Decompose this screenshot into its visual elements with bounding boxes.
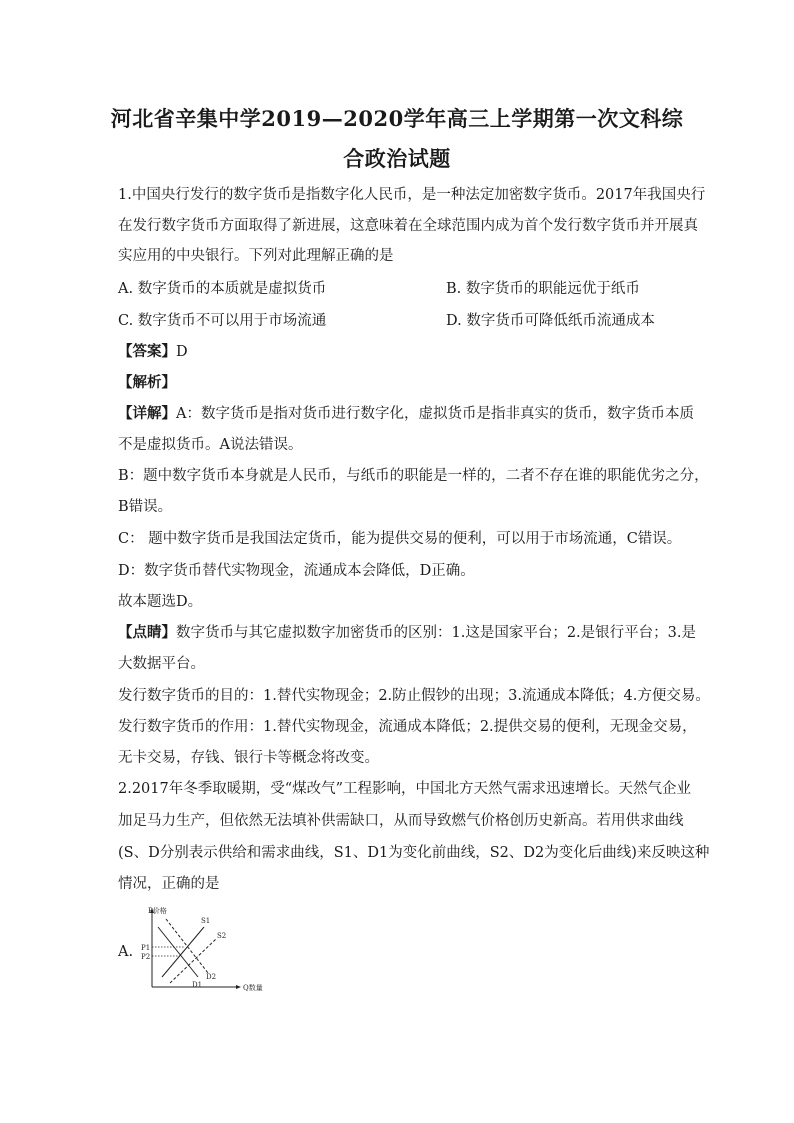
analysis-tag: 【解析】 [118, 374, 176, 391]
q1-detail-line3: B：题中数字货币本身就是人民币，与纸币的职能是一样的，二者不存在谁的职能优劣之分， [118, 468, 709, 484]
point-text-1: 数字货币与其它虚拟数字加密货币的区别：1.这是国家平台；2.是银行平台；3.是 [176, 625, 697, 641]
graph-label-d1: D1 [192, 981, 203, 989]
document-title-line1: 河北省辛集中学2019—2020学年高三上学期第一次文科综 [110, 106, 684, 131]
q1-detail-line7: 故本题选D。 [118, 594, 203, 610]
q2-stem-line3: (S、D分别表示供给和需求曲线，S1、D1为变化前曲线，S2、D2为变化后曲线)来反映这种 [118, 845, 710, 861]
answer-value: D [176, 344, 188, 360]
q1-detail-line1 [118, 404, 694, 424]
graph-label-p2: P2 [141, 953, 151, 961]
q1-point-line5: 无卡交易，存钱、银行卡等概念将改变。 [118, 750, 379, 766]
q1-detail-line6: D：数字货币替代实物现金，流通成本会降低，D正确。 [118, 563, 475, 579]
graph-label-p1: P1 [141, 944, 151, 952]
q1-point-line4: 发行数字货币的作用：1.替代实物现金，流通成本降低；2.提供交易的便利，无现金交易， [118, 719, 697, 735]
q2-supply-demand-graph [140, 905, 275, 997]
graph-label-s1: S1 [201, 917, 211, 925]
q1-point-line1 [118, 623, 697, 643]
q1-option-d: D. 数字货币可降低纸币流通成本 [446, 313, 655, 329]
graph-x-axis-arrow [236, 985, 241, 989]
answer-tag: 【答案】 [118, 343, 176, 360]
q1-analysis-heading [118, 373, 678, 393]
q1-stem-line2: 在发行数字货币方面取得了新进展，这意味着在全球范围内成为首个发行数字货币并开展真 [118, 218, 698, 234]
q1-option-b: B. 数字货币的职能远优于纸币 [446, 281, 640, 297]
q1-point-line3: 发行数字货币的目的：1.替代实物现金；2.防止假钞的出现；3.流通成本降低；4.方便交易。 [118, 688, 710, 704]
q1-stem-line3: 实应用的中央银行。下列对此理解正确的是 [118, 248, 394, 264]
graph-label-d2: D2 [206, 973, 217, 981]
q1-option-c: C. 数字货币不可以用于市场流通 [118, 313, 327, 329]
q1-option-a: A. 数字货币的本质就是虚拟货币 [118, 281, 327, 297]
graph-y-axis-label: P价格 [148, 907, 167, 915]
graph-label-s2: S2 [217, 932, 227, 940]
q1-point-line2: 大数据平台。 [118, 656, 205, 672]
q1-stem-line1: 1.中国央行发行的数字货币是指数字化人民币，是一种法定加密数字货币。2017年我国央行 [118, 187, 706, 203]
point-tag: 【点睛】 [118, 624, 176, 641]
graph-x-axis-label: Q数量 [243, 984, 263, 992]
q1-answer [118, 342, 678, 362]
document-title-line2: 合政治试题 [343, 146, 451, 171]
q1-detail-line4: B错误。 [118, 499, 173, 515]
q1-detail-line2: 不是虚拟货币。A说法错误。 [118, 437, 303, 453]
detail-tag: 【详解】 [118, 405, 176, 422]
q2-option-a-label: A. [118, 944, 134, 960]
detail-text-1: A：数字货币是指对货币进行数字化，虚拟货币是指非真实的货币，数字货币本质 [176, 406, 694, 422]
q2-stem-line1: 2.2017年冬季取暖期，受“煤改气”工程影响，中国北方天然气需求迅速增长。天然气企业 [118, 781, 692, 797]
q1-detail-line5: C： 题中数字货币是我国法定货币，能为提供交易的便利，可以用于市场流通，C错误。 [118, 531, 682, 547]
q2-stem-line4: 情况，正确的是 [118, 876, 220, 892]
graph-curve-s1 [162, 927, 204, 977]
q2-stem-line2: 加足马力生产，但依然无法填补供需缺口，从而导致燃气价格创历史新高。若用供求曲线 [118, 813, 684, 829]
